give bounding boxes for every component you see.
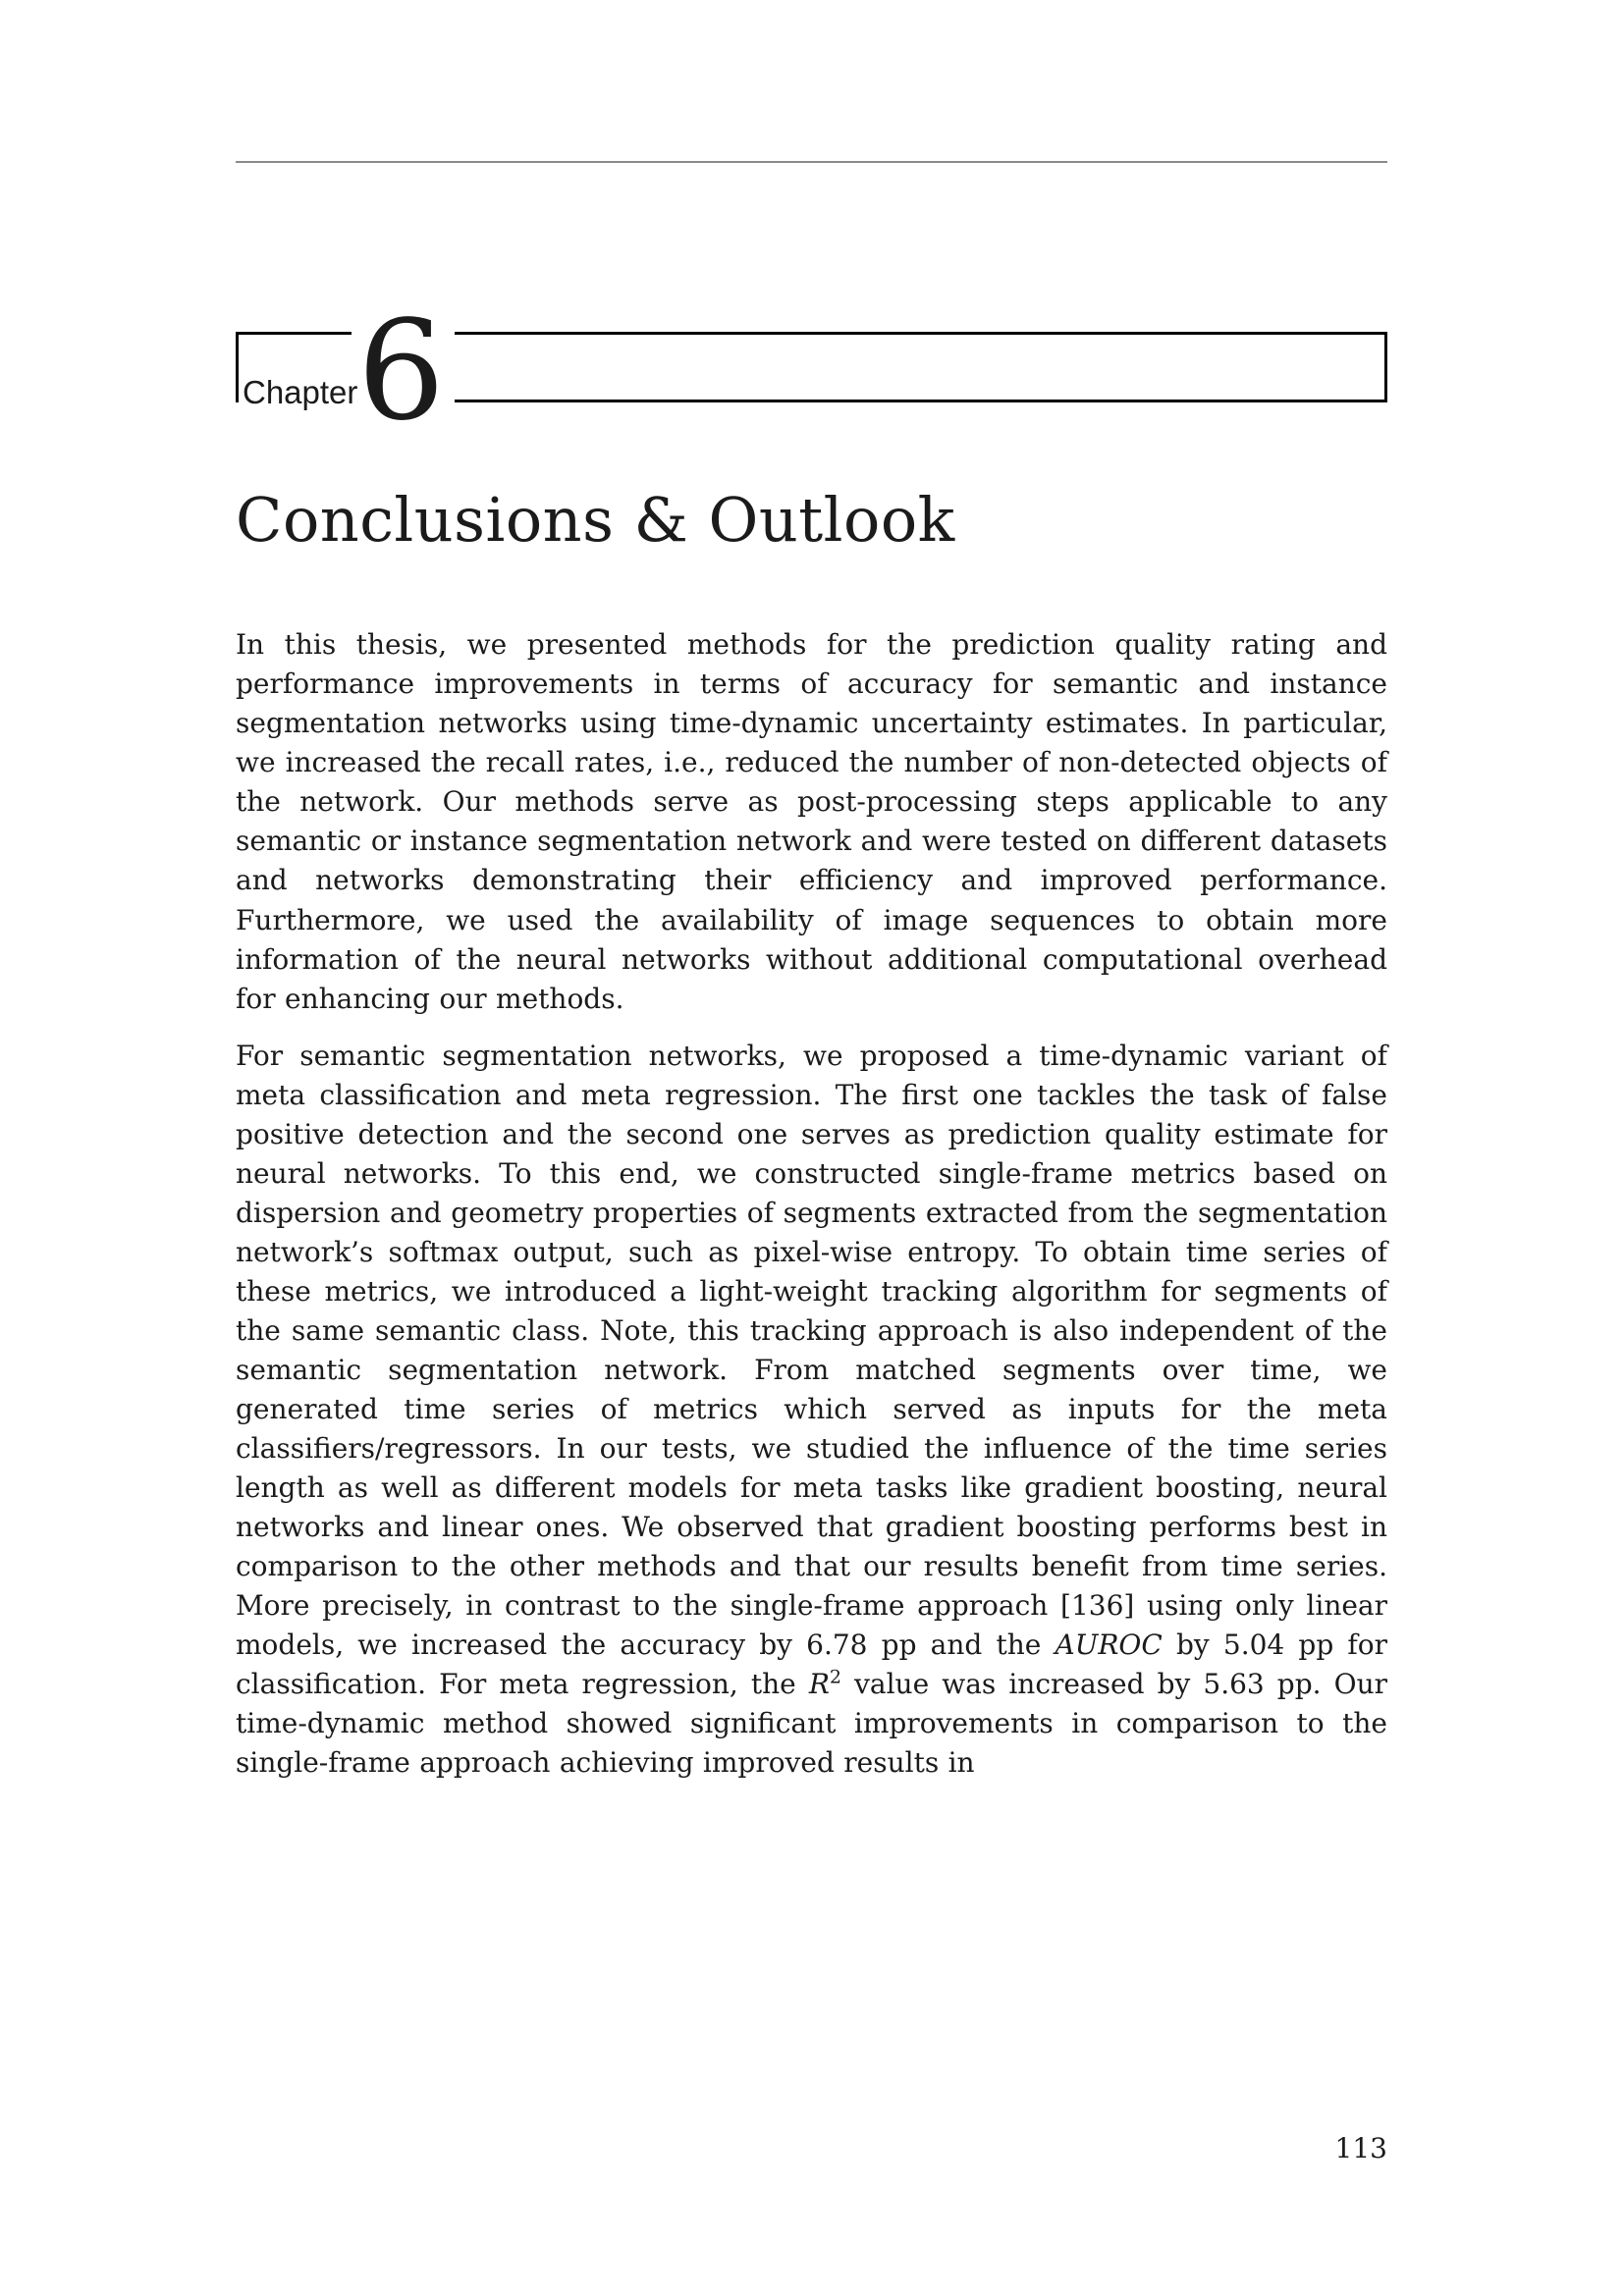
paragraph-1: In this thesis, we presented methods for the prediction quality rating and performance improvements in terms of accuracy for semantic and instance segmentation networks using time-dynamic uncertainty estimates. In particular, we increased the recall rates, i.e., reduced the number of non-detected objects of the network. Our methods serve as post-processing steps applicable to any semantic or instance segmentation network and were tested on different datasets and networks demonstrating their efficiency and improved performance. Furthermore, we used the availability of image sequences to obtain more information of the neural networks without additional computational overhead for enhancing our methods.: [236, 628, 1387, 1015]
chapter-label: Chapter: [243, 374, 358, 410]
page-number: 113: [1334, 2132, 1387, 2164]
paragraph-2: For semantic segmentation networks, we proposed a time-dynamic variant of meta classification and meta regression. The first one tackles the task of false positive detection and the second one serves as prediction quality estimate for neural networks. To this end, we constructed single-frame metrics based on dispersion and geometry properties of segments extracted from the segmentation network’s softmax output, such as pixel-wise entropy. To obtain time series of these metrics, we introduced a light-weight tracking algorithm for segments of the same semantic class. Note, this tracking approach is also independent of the semantic segmentation network. From matched segments over time, we generated time series of metrics which served as inputs for the meta classifiers/regressors. In our tests, we studied the influence of the time series length as well as different models for meta tasks like gradient boosting, neural networks and linear ones. We observed that gradient boosting performs best in comparison to the other methods and that our results benefit from time series. More precisely, in contrast to the single-frame approach [136] using only linear models, we increased the accuracy by 6.78 pp and the AUROC by 5.04 pp for classification. For meta regression, the $R^2$ value was increased by 5.63 pp. Our time-dynamic method showed significant improvements in comparison to the single-frame approach achieving improved results in: [236, 1039, 1388, 1780]
chapter-number: 6: [357, 292, 446, 452]
chapter-rule-box: [455, 332, 1387, 402]
chapter-label-box: [236, 332, 358, 410]
body-text: [236, 625, 1387, 1783]
chapter-title: Conclusions & Outlook: [236, 484, 955, 556]
header-rule: [236, 161, 1387, 163]
chapter-heading: [236, 292, 1387, 452]
